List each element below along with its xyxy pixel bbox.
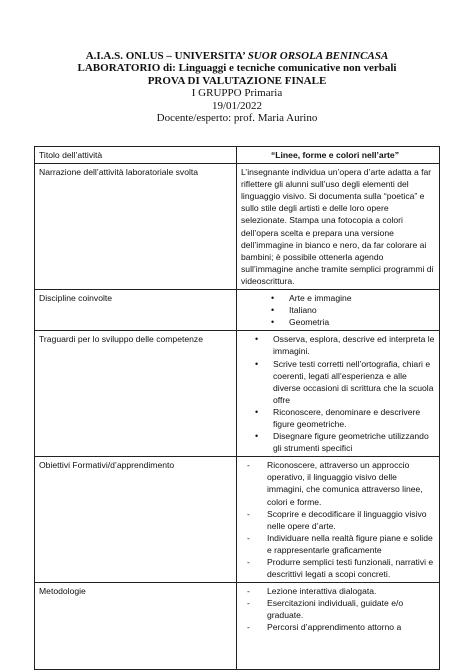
activity-table: [34, 146, 440, 670]
document-header: [0, 50, 474, 124]
table-row-discipline: [35, 290, 440, 331]
traguardi-list: [241, 333, 435, 454]
list-item: • Geometria: [271, 316, 435, 328]
list-item: • Riconoscere, denominare e descrivere figure geometriche.: [255, 406, 435, 430]
row-label: Narrazione dell’attività laboratoriale svolta: [35, 164, 237, 290]
activity-title: “Linee, forme e colori nell’arte”: [237, 147, 440, 164]
date-line: 19/01/2022: [211, 99, 263, 112]
institution-line: A.I.A.S. ONLUS – UNIVERSITA’ SUOR ORSOLA BENINCASA: [85, 50, 389, 62]
laboratory-line: LABORATORIO di: Linguaggi e tecniche comunicative non verbali: [77, 62, 397, 75]
list-item: • Disegnare figure geometriche utilizzando gli strumenti specifici: [255, 430, 435, 454]
list-item: • Scrive testi corretti nell’ortografia, chiari e coerenti, legati all’esperienza e alle diverse occasioni di scrittura che la scuola offre: [255, 358, 435, 406]
narrazione-text: L’insegnante individua un’opera d’arte adatta a far riflettere gli alunni sull’uso degli elementi del linguaggio visivo. Si documenta sulla “poetica” e sullo stile degli artisti e delle loro opere selezionate. Stampa una fotocopia a colori dell’opera scelta e prepara una versione dell’immagine in bianco e nero, da far colorare ai bambini; è possibile ottenerla agendo sull’immagine anche tramite semplici programmi di videoscrittura.: [237, 164, 440, 290]
row-label: Titolo dell’attività: [35, 147, 237, 164]
list-item: - Lezione interattiva dialogata.: [247, 585, 435, 597]
metodologie-list: [241, 585, 435, 633]
list-item: - Scoprire e decodificare il linguaggio visivo nelle opere d’arte.: [247, 508, 435, 532]
table-row-title: [35, 147, 440, 164]
teacher-line: Docente/esperto: prof. Maria Aurino: [156, 112, 318, 125]
list-item: - Produrre semplici testi funzionali, narrativi e descrittivi legati a scopi concreti.: [247, 556, 435, 580]
table-row-metodologie: [35, 583, 440, 670]
table-row-obiettivi: [35, 457, 440, 583]
exam-title: PROVA DI VALUTAZIONE FINALE: [147, 74, 327, 87]
obiettivi-list: [241, 459, 435, 580]
discipline-list: [241, 292, 435, 328]
row-label: Metodologie: [35, 583, 237, 670]
list-item: - Percorsi d’apprendimento attorno a: [247, 621, 435, 633]
row-label: Traguardi per lo sviluppo delle competenze: [35, 331, 237, 457]
list-item: - Riconoscere, attraverso un approccio operativo, il linguaggio visivo delle immagini, che comunica attraverso linee, colori e forme.: [247, 459, 435, 507]
list-item: • Osserva, esplora, descrive ed interpreta le immagini.: [255, 333, 435, 357]
table-row-traguardi: [35, 331, 440, 457]
list-item: • Italiano: [271, 304, 435, 316]
list-item: • Arte e immagine: [271, 292, 435, 304]
table-row-narrazione: [35, 164, 440, 290]
row-label: Discipline coinvolte: [35, 290, 237, 331]
list-item: - Esercitazioni individuali, guidate e/o graduate.: [247, 597, 435, 621]
group-line: I GRUPPO Primaria: [191, 87, 283, 100]
row-label: Obiettivi Formativi/d’apprendimento: [35, 457, 237, 583]
list-item: - Individuare nella realtà figure piane e solide e rappresentarle graficamente: [247, 532, 435, 556]
